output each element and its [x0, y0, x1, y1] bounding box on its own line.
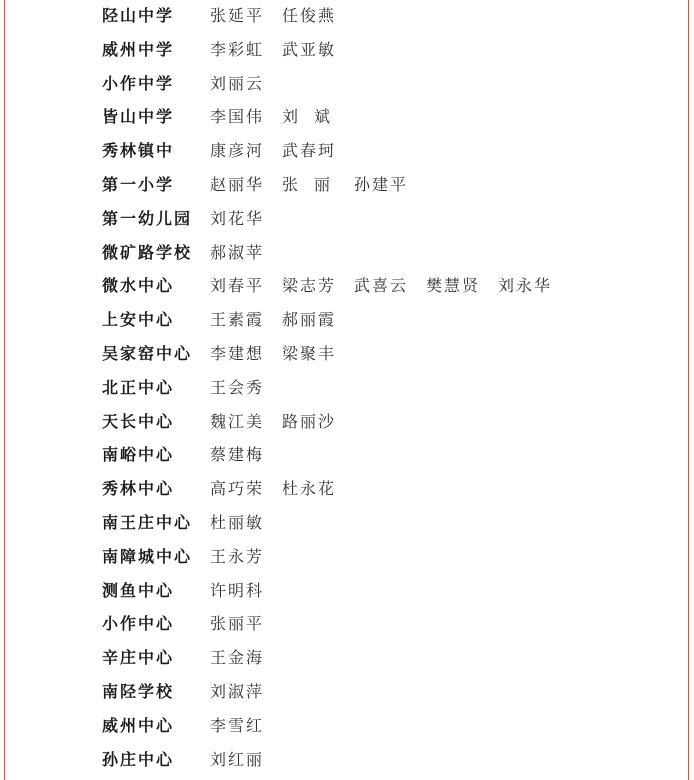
school-name: 南障城中心	[102, 546, 193, 566]
staff-names	[210, 38, 354, 62]
staff-names	[210, 139, 354, 163]
staff-names	[210, 545, 282, 569]
staff-name: 刘花华	[210, 208, 265, 228]
staff-name: 张丽平	[210, 614, 265, 634]
school-name: 上安中心	[102, 310, 175, 330]
staff-name: 武亚敏	[282, 39, 337, 59]
school-name: 威州中学	[102, 39, 175, 59]
staff-names	[210, 410, 354, 434]
school-name: 辛庄中心	[102, 648, 175, 668]
list-row	[0, 714, 694, 738]
staff-names	[210, 376, 282, 400]
list-row	[0, 38, 694, 62]
list-row	[0, 579, 694, 603]
staff-name: 张 丽	[282, 175, 331, 194]
school-name: 吴家窑中心	[102, 344, 193, 363]
list-row	[0, 308, 694, 332]
staff-name: 梁聚丰	[282, 344, 337, 363]
staff-name: 杜丽敏	[210, 513, 265, 532]
staff-names	[210, 308, 354, 332]
school-name: 第一幼儿园	[102, 208, 193, 228]
staff-names	[210, 72, 282, 96]
staff-name: 刘红丽	[210, 749, 265, 769]
staff-names	[210, 342, 354, 366]
staff-names	[210, 714, 282, 738]
school-name: 微水中心	[102, 276, 175, 296]
staff-names	[210, 173, 426, 197]
school-name: 北正中心	[102, 377, 175, 397]
staff-name: 孙建平	[354, 175, 409, 194]
school-name: 测鱼中心	[102, 580, 175, 600]
staff-names	[210, 511, 282, 535]
staff-names	[210, 241, 282, 265]
staff-names	[210, 646, 282, 670]
staff-name: 许明科	[210, 580, 265, 600]
list-row	[0, 207, 694, 231]
staff-names	[210, 477, 354, 501]
list-row	[0, 477, 694, 501]
staff-name: 王素霞	[210, 310, 265, 330]
staff-name: 李雪红	[210, 715, 265, 735]
list-row	[0, 173, 694, 197]
school-name: 南陉学校	[102, 682, 175, 701]
list-row	[0, 443, 694, 467]
staff-name: 任俊燕	[282, 6, 337, 25]
list-row	[0, 241, 694, 265]
staff-name: 刘淑萍	[210, 682, 265, 701]
staff-name: 王会秀	[210, 377, 265, 397]
list-row	[0, 511, 694, 535]
staff-name: 杜永花	[282, 479, 337, 499]
school-name: 秀林中心	[102, 479, 175, 499]
staff-name: 郝淑苹	[210, 242, 265, 262]
list-row	[0, 646, 694, 670]
staff-name: 郝丽霞	[282, 310, 337, 330]
staff-name: 刘丽云	[210, 73, 265, 93]
school-name: 小作中学	[102, 73, 175, 93]
staff-name: 王金海	[210, 648, 265, 668]
school-name: 南峪中心	[102, 445, 175, 465]
staff-name: 高巧荣	[210, 479, 265, 499]
list-row	[0, 748, 694, 772]
staff-name: 张延平	[210, 6, 265, 25]
school-name: 秀林镇中	[102, 141, 175, 161]
staff-names	[210, 105, 354, 129]
staff-names	[210, 612, 282, 636]
staff-names	[210, 443, 282, 467]
staff-names	[210, 274, 570, 298]
staff-names	[210, 680, 282, 704]
list-row	[0, 680, 694, 704]
list-row	[0, 105, 694, 129]
school-name: 孙庄中心	[102, 749, 175, 769]
staff-name: 李建想	[210, 344, 265, 363]
staff-name: 王永芳	[210, 546, 265, 566]
staff-name: 李国伟	[210, 107, 265, 127]
list-row	[0, 72, 694, 96]
school-name: 陉山中学	[102, 6, 175, 25]
school-name: 微矿路学校	[102, 242, 193, 262]
staff-names	[210, 579, 282, 603]
school-name: 南王庄中心	[102, 513, 193, 532]
list-row	[0, 410, 694, 434]
staff-name: 康彦河	[210, 141, 265, 161]
staff-name: 刘春平	[210, 276, 265, 296]
list-row	[0, 342, 694, 366]
list-row	[0, 376, 694, 400]
list-row	[0, 4, 694, 28]
staff-name: 刘永华	[498, 276, 553, 296]
staff-name: 武春珂	[282, 141, 337, 161]
staff-names	[210, 4, 354, 28]
staff-name: 武喜云	[354, 276, 409, 296]
staff-name: 蔡建梅	[210, 445, 265, 465]
staff-name: 赵丽华	[210, 175, 265, 194]
staff-names	[210, 207, 282, 231]
list-row	[0, 612, 694, 636]
staff-name: 魏江美	[210, 411, 265, 431]
staff-name: 李彩虹	[210, 39, 265, 59]
school-name: 皆山中学	[102, 107, 175, 127]
list-row	[0, 139, 694, 163]
staff-name: 樊慧贤	[426, 276, 481, 296]
school-name: 威州中心	[102, 715, 175, 735]
list-row	[0, 274, 694, 298]
staff-name: 梁志芳	[282, 276, 337, 296]
staff-name: 刘 斌	[282, 107, 331, 127]
list-row	[0, 545, 694, 569]
staff-name: 路丽沙	[282, 411, 337, 431]
school-name: 小作中心	[102, 614, 175, 634]
school-name: 第一小学	[102, 175, 175, 194]
staff-names	[210, 748, 282, 772]
school-name: 天长中心	[102, 411, 175, 431]
